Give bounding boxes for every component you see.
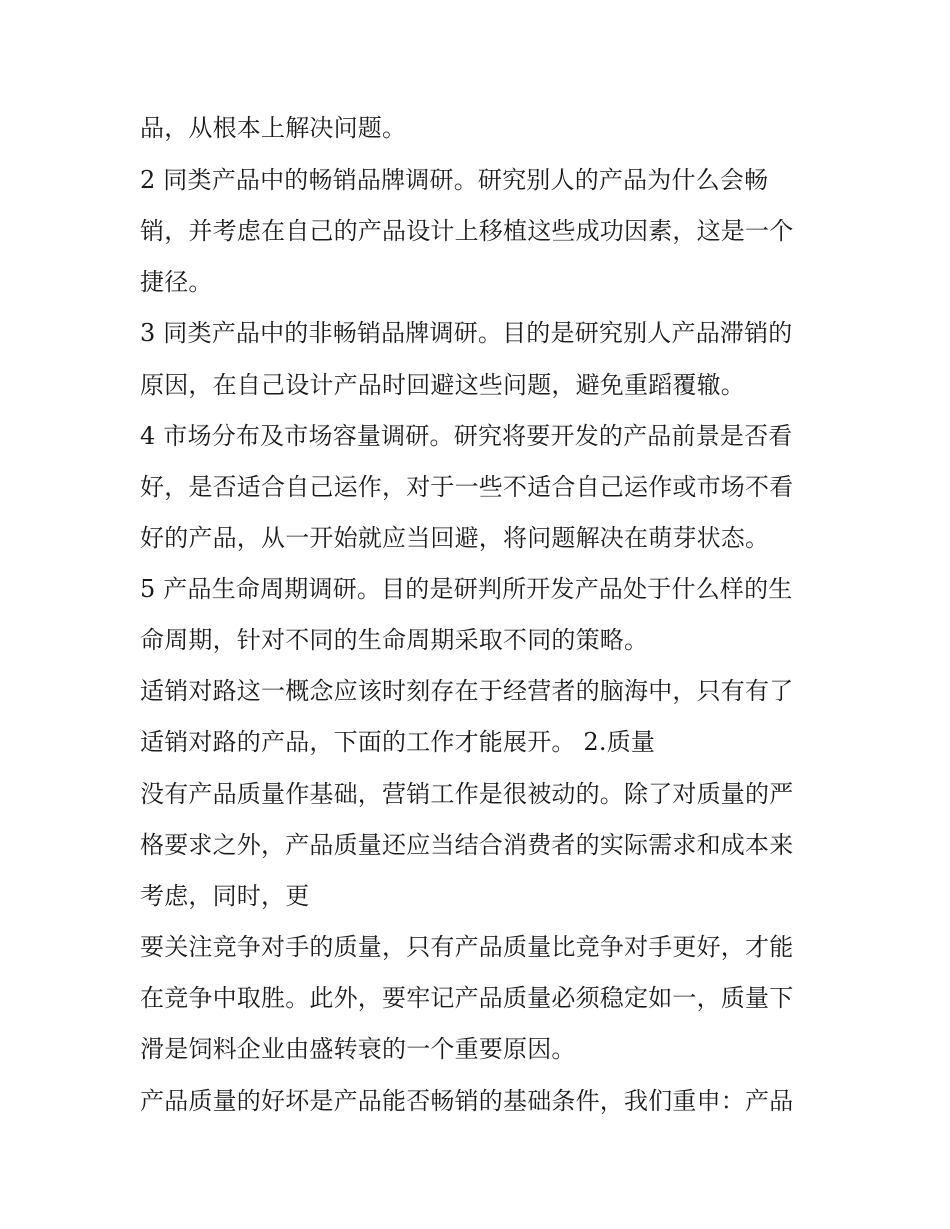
text-line: 5 产品生命周期调研。目的是研判所开发产品处于什么样的生 bbox=[140, 575, 793, 603]
text-line: 考虑，同时，更 bbox=[140, 882, 310, 910]
text-line: 适销对路这一概念应该时刻存在于经营者的脑海中，只有有了 bbox=[140, 677, 794, 705]
text-line: 滑是饲料企业由盛转衰的一个重要原因。 bbox=[140, 1035, 576, 1063]
text-line: 捷径。 bbox=[140, 268, 213, 296]
text-line: 原因，在自己设计产品时回避这些问题，避免重蹈覆辙。 bbox=[140, 371, 745, 399]
text-line: 在竞争中取胜。此外，要牢记产品质量必须稳定如一，质量下 bbox=[140, 984, 794, 1012]
text-line: 适销对路的产品，下面的工作才能展开。 2.质量 bbox=[140, 728, 656, 756]
text-line: 命周期，针对不同的生命周期采取不同的策略。 bbox=[140, 626, 649, 654]
text-line: 4 市场分布及市场容量调研。研究将要开发的产品前景是否看 bbox=[140, 422, 793, 450]
text-line: 格要求之外，产品质量还应当结合消费者的实际需求和成本来 bbox=[140, 831, 794, 859]
text-line: 品，从根本上解决问题。 bbox=[140, 114, 407, 142]
text-line: 好的产品，从一开始就应当回避，将问题解决在萌芽状态。 bbox=[140, 524, 770, 552]
text-line: 好，是否适合自己运作，对于一些不适合自己运作或市场不看 bbox=[140, 473, 794, 501]
text-line: 销，并考虑在自己的产品设计上移植这些成功因素，这是一个 bbox=[140, 217, 794, 245]
text-line: 没有产品质量作基础，营销工作是很被动的。除了对质量的严 bbox=[140, 780, 794, 808]
text-line: 3 同类产品中的非畅销品牌调研。目的是研究别人产品滞销的 bbox=[140, 319, 793, 347]
text-line: 2 同类产品中的畅销品牌调研。研究别人的产品为什么会畅 bbox=[140, 166, 769, 194]
text-line: 产品质量的好坏是产品能否畅销的基础条件，我们重申：产品 bbox=[140, 1087, 794, 1115]
text-line: 要关注竞争对手的质量，只有产品质量比竞争对手更好，才能 bbox=[140, 933, 794, 961]
